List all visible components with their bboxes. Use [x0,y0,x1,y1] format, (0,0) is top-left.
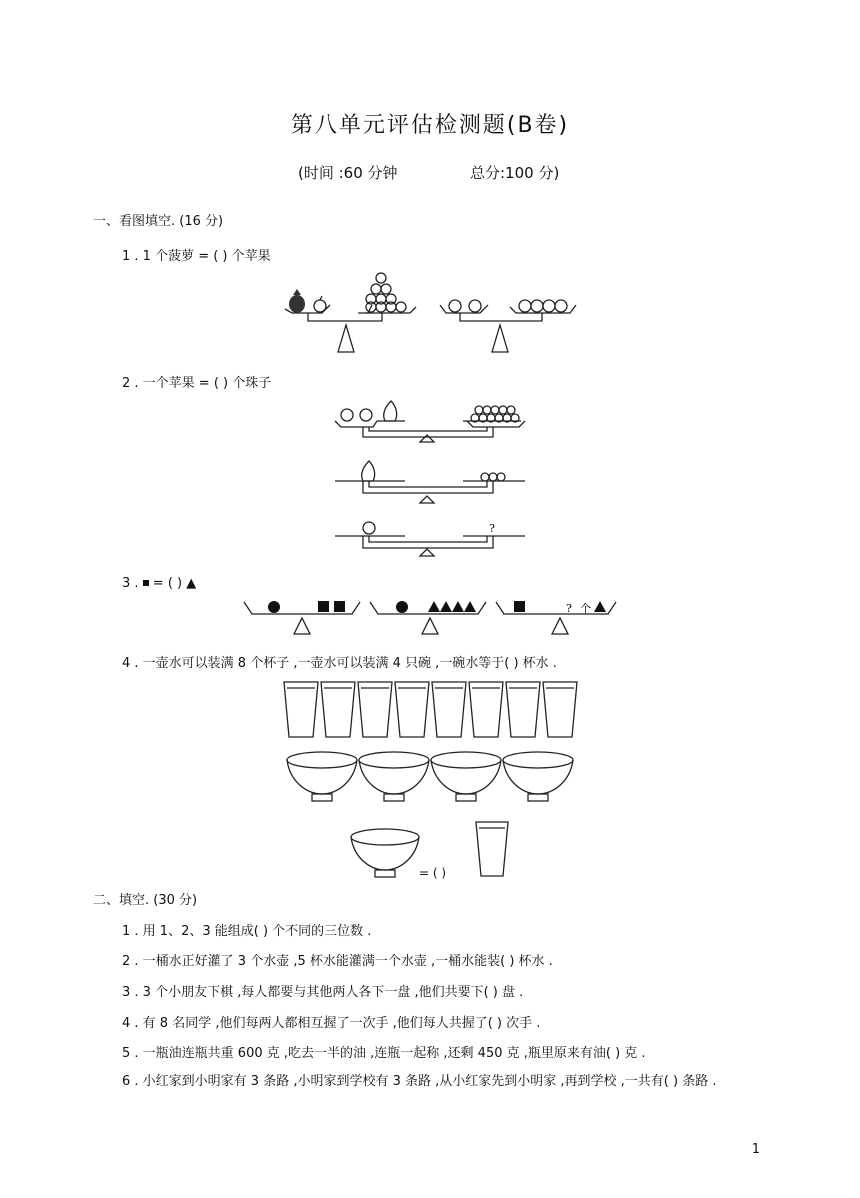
time-limit: (时间 :60 分钟 [298,164,398,182]
question-1-4: 4 . 一壶水可以装满 8 个杯子 ,一壶水可以装满 4 只碗 ,一碗水等于( ) 杯水 . [122,656,557,671]
apple-bead-balance-figure [333,395,533,560]
unit-label: 个 [580,602,591,615]
shape-balance-figure [242,598,622,638]
cups-bowls-figure [282,680,582,880]
page-title: 第八单元评估检测题(B卷) [290,113,570,138]
pineapple-icon [289,289,305,313]
question-1-1: 1 . 1 个菠萝 = ( ) 个苹果 [122,249,271,264]
total-score: 总分:100 分) [470,164,560,182]
unknown-mark: ? [566,602,572,615]
balance-left [285,273,416,352]
balance-3 [496,601,616,634]
balance-2 [370,601,486,634]
cup-row [284,682,577,737]
bowl-row [287,752,573,801]
section-1-heading: 一、看图填空. (16 分) [93,214,224,229]
pineapple-apple-balance-figure [280,265,590,357]
balance-row-3 [335,522,525,556]
question-1-3: 3 . = ( ) ▲ [122,576,197,591]
balance-row-1 [335,401,525,442]
unknown-mark: ? [489,522,495,535]
apple-icon [314,296,326,312]
triangle-icon: ▲ [186,576,197,591]
question-2-4: 4 . 有 8 名同学 ,他们每两人都相互握了一次手 ,他们每人共握了( ) 次手 . [122,1016,541,1031]
balance-right [440,300,576,352]
question-1-2: 2 . 一个苹果 = ( ) 个珠子 [122,376,272,391]
question-2-2: 2 . 一桶水正好灌了 3 个水壶 ,5 杯水能灌满一个水壶 ,一桶水能装( ) 杯水 . [122,954,553,969]
section-2-heading: 二、填空. (30 分) [93,893,198,908]
balance-1 [244,601,360,634]
question-2-6: 6 . 小红家到小明家有 3 条路 ,小明家到学校有 3 条路 ,从小红家先到小明家 ,再到学校 ,一共有( ) 条路 . [122,1074,717,1089]
question-2-1: 1 . 用 1、2、3 能组成( ) 个不同的三位数 . [122,924,372,939]
question-2-5: 5 . 一瓶油连瓶共重 600 克 ,吃去一半的油 ,连瓶一起称 ,还剩 450 克 ,瓶里原来有油( ) 克 . [122,1046,646,1061]
page-number: 1 [751,1142,760,1157]
question-2-3: 3 . 3 个小朋友下棋 ,每人都要与其他两人各下一盘 ,他们共要下( ) 盘 . [122,985,524,1000]
bead-row-icon [471,406,519,422]
balance-row-2 [335,461,525,503]
question-1-4-answer: = ( ) [419,866,447,880]
